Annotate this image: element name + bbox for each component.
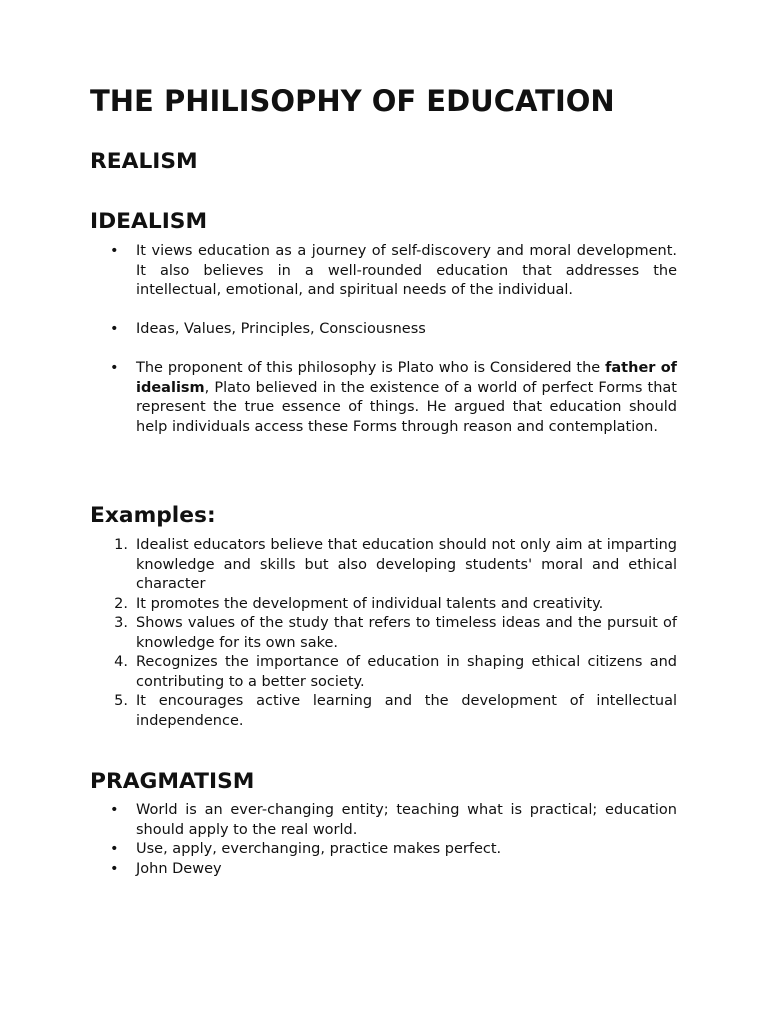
pragmatism-item-text: Use, apply, everchanging, practice makes perfect. <box>136 841 502 857</box>
bullet-icon: • <box>110 321 119 337</box>
bullet-icon: • <box>110 243 119 259</box>
idealism-heading: IDEALISM <box>90 209 208 234</box>
list-number: 2. <box>114 595 128 612</box>
list-item <box>90 653 677 692</box>
list-item <box>90 860 677 880</box>
proponent-text-end: , Plato believed in the existence of a world of perfect Forms that represent the true essence of things. He argued that education should help individuals access these Forms through reason and contemplation. <box>136 379 677 435</box>
list-item <box>90 801 677 840</box>
idealism-list <box>90 242 677 437</box>
example-text: Recognizes the importance of education in shaping ethical citizens and contributing to a better society. <box>136 654 677 690</box>
example-text: Shows values of the study that refers to timeless ideas and the pursuit of knowledge for its own sake. <box>136 615 677 651</box>
bullet-icon: • <box>110 860 119 877</box>
bullet-icon: • <box>110 802 119 818</box>
list-number: 4. <box>114 654 128 670</box>
list-item <box>90 614 677 653</box>
proponent-text-start: The proponent of this philosophy is Plato who is Considered the <box>136 360 606 376</box>
list-item <box>90 692 677 731</box>
examples-list <box>90 536 677 731</box>
pragmatism-item-text: John Dewey <box>136 860 222 877</box>
list-item <box>90 840 677 860</box>
bullet-icon: • <box>110 841 119 857</box>
example-text: Idealist educators believe that education should not only aim at imparting knowledge and skills but also developing students' moral and ethical character <box>136 537 677 592</box>
list-number: 5. <box>114 693 128 709</box>
pragmatism-list <box>90 801 677 879</box>
examples-heading: Examples: <box>90 503 216 528</box>
list-item <box>90 320 677 340</box>
document-title: THE PHILISOPHY OF EDUCATION <box>90 84 615 118</box>
pragmatism-heading: PRAGMATISM <box>90 769 255 794</box>
list-number: 3. <box>114 615 128 631</box>
example-text: It encourages active learning and the development of intellectual independence. <box>136 693 677 729</box>
example-text: It promotes the development of individual talents and creativity. <box>136 595 604 612</box>
list-number: 1. <box>114 537 128 553</box>
pragmatism-item-text: World is an ever-changing entity; teaching what is practical; education should apply to the real world. <box>136 802 677 838</box>
list-item <box>90 536 677 595</box>
idealism-item-text: It views education as a journey of self-discovery and moral development. It also believes in a well-rounded education that addresses the intellectual, emotional, and spiritual needs of the individual. <box>136 243 677 298</box>
idealism-item-text: Ideas, Values, Principles, Consciousness <box>136 321 426 337</box>
bullet-icon: • <box>110 360 119 376</box>
list-item <box>90 242 677 301</box>
list-item <box>90 595 677 615</box>
realism-heading: REALISM <box>90 149 198 174</box>
list-item <box>90 359 677 437</box>
father-of-idealism-emphasis: father of idealism <box>136 360 677 396</box>
